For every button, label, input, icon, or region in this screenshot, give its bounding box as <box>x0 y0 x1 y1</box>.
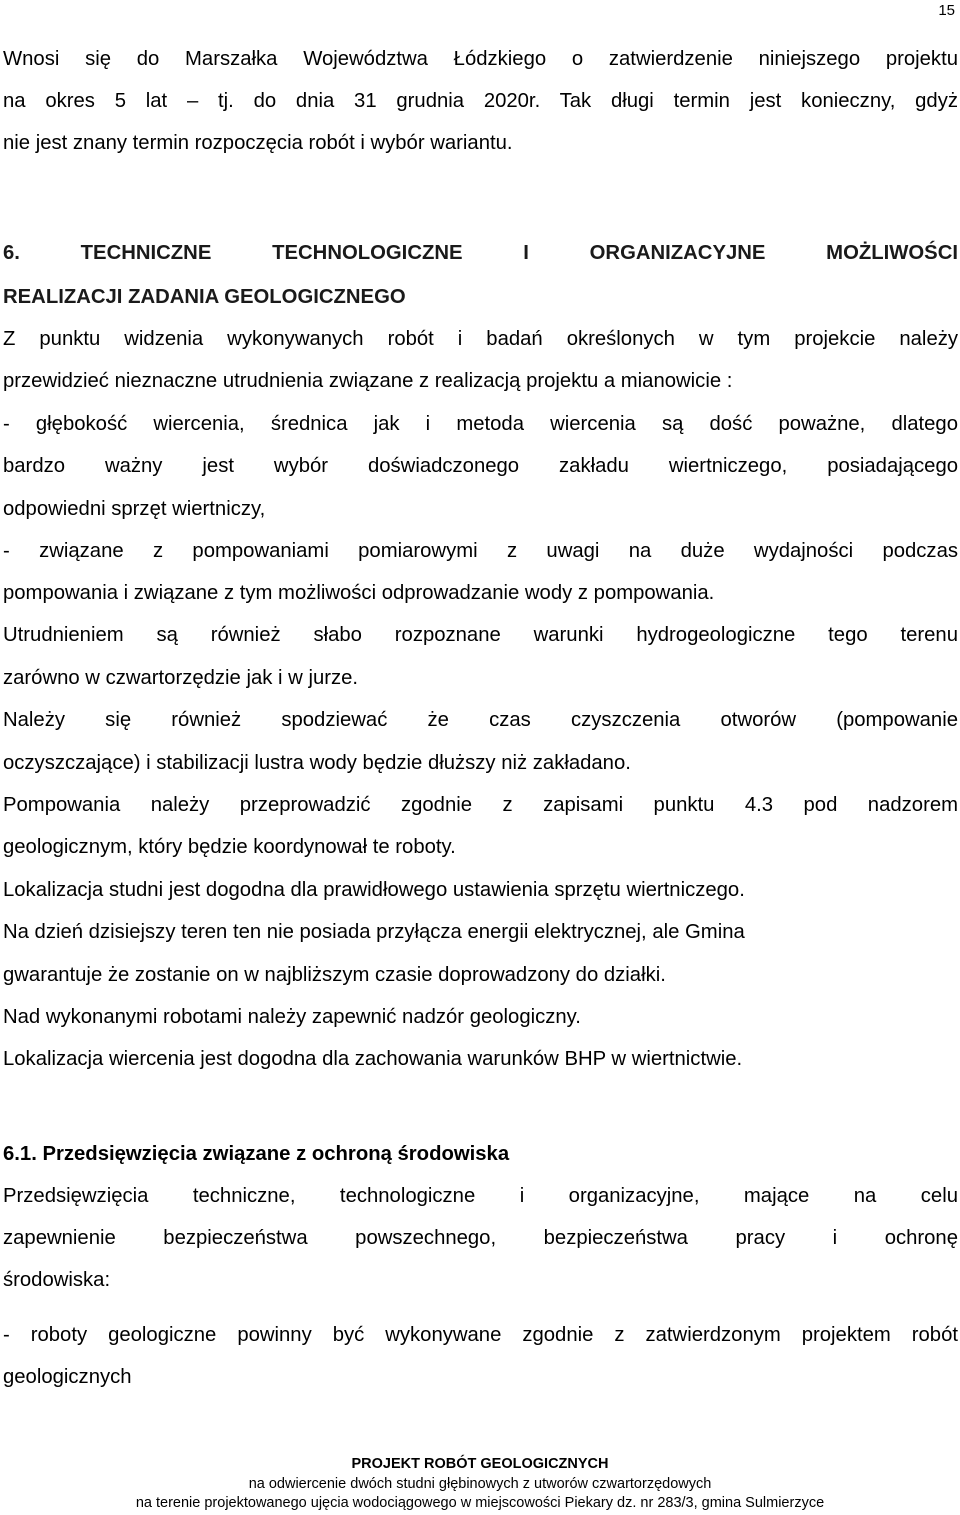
footer-line: na odwiercenie dwóch studni głębinowych z utworów czwartorzędowych <box>248 1476 712 1492</box>
paragraph-line: przewidzieć nieznaczne utrudnienia związane z realizacją projektu a mianowicie : <box>3 370 733 392</box>
paragraph-line: Należy się również spodziewać że czas czyszczenia otworów (pompowanie <box>3 709 958 731</box>
paragraph-line: Lokalizacja wiercenia jest dogodna dla zachowania warunków BHP w wiertnictwie. <box>3 1048 743 1070</box>
paragraph-line: bardzo ważny jest wybór doświadczonego zakładu wiertniczego, posiadającego <box>3 455 958 477</box>
paragraph-line: Lokalizacja studni jest dogodna dla prawidłowego ustawienia sprzętu wiertniczego. <box>3 879 745 901</box>
paragraph-line: oczyszczające) i stabilizacji lustra wody będzie dłuższy niż zakładano. <box>3 752 631 774</box>
paragraph-line: zapewnienie bezpieczeństwa powszechnego, bezpieczeństwa pracy i ochronę <box>3 1227 958 1249</box>
intro-line: Wnosi się do Marszałka Województwa Łódzkiego o zatwierdzenie niniejszego projektu <box>3 48 958 70</box>
paragraph-line: - głębokość wiercenia, średnica jak i metoda wiercenia są dość poważne, dlatego <box>3 413 958 435</box>
paragraph-line: Z punktu widzenia wykonywanych robót i badań określonych w tym projekcie należy <box>3 328 958 350</box>
paragraph-line: gwarantuje że zostanie on w najbliższym czasie doprowadzony do działki. <box>3 964 666 986</box>
paragraph-line: pompowania i związane z tym możliwości odprowadzanie wody z pompowania. <box>3 582 715 604</box>
paragraph-line: zarówno w czwartorzędzie jak i w jurze. <box>3 667 359 689</box>
section-6-heading: REALIZACJI ZADANIA GEOLOGICZNEGO <box>3 286 406 308</box>
section-6-1-heading: 6.1. Przedsięwzięcia związane z ochroną środowiska <box>3 1143 510 1165</box>
paragraph-line: Utrudnieniem są również słabo rozpoznane warunki hydrogeologiczne tego terenu <box>3 624 958 646</box>
paragraph-line: Przedsięwzięcia techniczne, technologiczne i organizacyjne, mające na celu <box>3 1185 958 1207</box>
paragraph-line: Pompowania należy przeprowadzić zgodnie z zapisami punktu 4.3 pod nadzorem <box>3 794 958 816</box>
paragraph-line: Na dzień dzisiejszy teren ten nie posiada przyłącza energii elektrycznej, ale Gmina <box>3 921 745 943</box>
paragraph-line: - roboty geologiczne powinny być wykonywane zgodnie z zatwierdzonym projektem robót <box>3 1324 958 1346</box>
footer-title: PROJEKT ROBÓT GEOLOGICZNYCH <box>351 1456 609 1472</box>
page-number: 15 <box>938 2 955 19</box>
intro-line: nie jest znany termin rozpoczęcia robót i wybór wariantu. <box>3 132 513 154</box>
paragraph-line: środowiska: <box>3 1269 111 1291</box>
paragraph-line: odpowiedni sprzęt wiertniczy, <box>3 498 266 520</box>
intro-line: na okres 5 lat – tj. do dnia 31 grudnia 2020r. Tak długi termin jest konieczny, gdyż <box>3 90 958 112</box>
paragraph-line: geologicznym, który będzie koordynował te roboty. <box>3 836 456 858</box>
footer-line: na terenie projektowanego ujęcia wodociągowego w miejscowości Piekary dz. nr 283/3, gmina Sulmierzyce <box>135 1495 825 1511</box>
section-6-heading: 6. TECHNICZNE TECHNOLOGICZNE I ORGANIZACYJNE MOŻLIWOŚCI <box>3 242 958 264</box>
paragraph-line: Nad wykonanymi robotami należy zapewnić nadzór geologiczny. <box>3 1006 581 1028</box>
paragraph-line: geologicznych <box>3 1366 132 1388</box>
paragraph-line: - związane z pompowaniami pomiarowymi z uwagi na duże wydajności podczas <box>3 540 958 562</box>
